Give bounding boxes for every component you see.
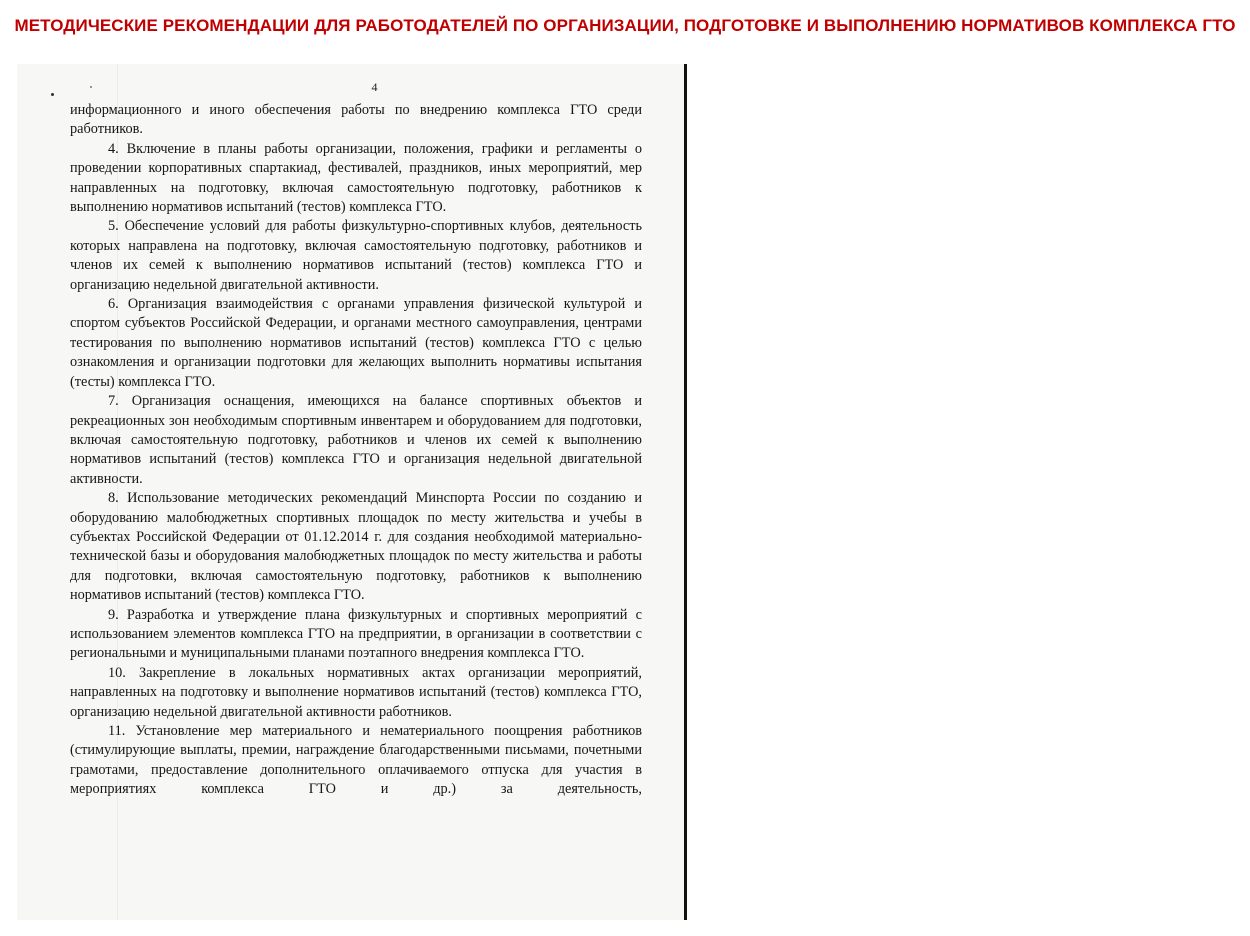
page-number: 4 <box>371 80 378 94</box>
paragraph-item-8: 8. Использование методических рекомендаций Минспорта России по созданию и оборудованию малобюджетных спортивных площадок по месту жительства и учебы в субъектах Российской Федерации от 01.12.2014 г. для создания необходимой материально-технической базы и оборудования малобюджетных площадок по месту жительства и работы для подготовки, включая самостоятельную подготовку, работников к выполнению нормативов испытаний (тестов) комплекса ГТО. <box>70 490 642 604</box>
scanned-document-page <box>17 64 684 920</box>
paragraph-item-4: 4. Включение в планы работы организации, положения, графики и регламенты о проведении корпоративных спартакиад, фестивалей, праздников, иных мероприятий, мер направленных на подготовку, включая самостоятельную подготовку, работников к выполнению нормативов испытаний (тестов) комплекса ГТО. <box>70 140 642 216</box>
page-edge-border <box>684 64 687 920</box>
paragraph-item-9: 9. Разработка и утверждение плана физкультурных и спортивных мероприятий с использованием элементов комплекса ГТО на предприятии, в организации в соответствии с региональными и муниципальными планами поэтапного внедрения комплекса ГТО. <box>70 606 642 662</box>
paragraph-item-7: 7. Организация оснащения, имеющихся на балансе спортивных объектов и рекреационных зон необходимым спортивным инвентарем и оборудованием для подготовки, включая самостоятельную подготовку, работников и членов их семей к выполнению нормативов испытаний (тестов) комплекса ГТО и организация недельной двигательной активности. <box>70 393 642 487</box>
paragraph-item-11: 11. Установление мер материального и нематериального поощрения работников (стимулирующие выплаты, премии, награждение благодарственными письмами, почетными грамотами, предоставление дополнительного оплачиваемого отпуска для участия в мероприятиях комплекса ГТО и др.) за деятельность, <box>70 723 642 798</box>
paragraph-item-5: 5. Обеспечение условий для работы физкультурно-спортивных клубов, деятельность которых направлена на подготовку, включая самостоятельную подготовку, работников и членов их семей к выполнению нормативов испытаний (тестов) комплекса ГТО и организацию недельной двигательной активности. <box>70 218 642 293</box>
paragraph-item-6: 6. Организация взаимодействия с органами управления физической культурой и спортом субъектов Российской Федерации, и органами местного самоуправления, центрами тестирования по выполнению нормативов испытаний (тестов) комплекса ГТО с целью ознакомления и организации подготовки для желающих выполнить нормативы испытания (тесты) комплекса ГТО. <box>70 296 642 390</box>
paragraph-item-10: 10. Закрепление в локальных нормативных актах организации мероприятий, направленных на подготовку и выполнение нормативов испытаний (тестов) комплекса ГТО, организацию недельной двигательной активности работников. <box>70 664 642 720</box>
document-body <box>70 101 642 800</box>
slide-title: МЕТОДИЧЕСКИЕ РЕКОМЕНДАЦИИ ДЛЯ РАБОТОДАТЕЛЕЙ ПО ОРГАНИЗАЦИИ, ПОДГОТОВКЕ И ВЫПОЛНЕНИЮ НОРМАТИВОВ КОМПЛЕКСА ГТО <box>14 16 1236 35</box>
paragraph-continuation: информационного и иного обеспечения работы по внедрению комплекса ГТО среди работников. <box>70 102 642 138</box>
